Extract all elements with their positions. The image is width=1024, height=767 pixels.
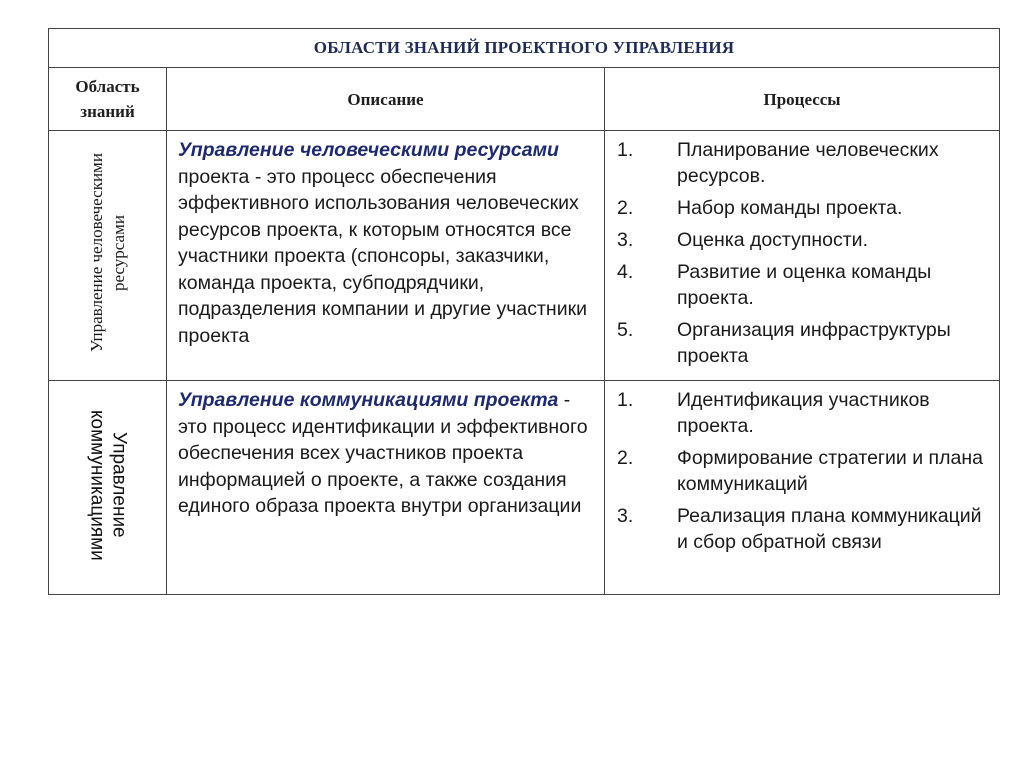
description-text: - это процесс идентификации и эффективного обеспечения всех участников проекта информацией о проекте, а также создания единого образа проекта внутри организации (178, 389, 588, 517)
list-text: Идентификация участников проекта. (677, 389, 930, 437)
header-description: Описание (167, 68, 605, 131)
processes-cell (605, 381, 1000, 595)
list-number: 3. (617, 229, 634, 251)
list-text: Планирование человеческих ресурсов. (677, 139, 939, 187)
list-item (617, 387, 991, 439)
list-number: 1. (617, 139, 634, 161)
header-area: Область знаний (49, 68, 167, 131)
description-cell (167, 381, 605, 595)
list-number: 2. (617, 447, 634, 469)
table-row (49, 131, 1000, 381)
list-text: Формирование стратегии и плана коммуникаций (677, 447, 983, 495)
header-processes: Процессы (605, 68, 1000, 131)
description-term: Управление человеческими ресурсами (178, 139, 559, 161)
title-row (49, 29, 1000, 68)
list-number: 4. (617, 261, 634, 283)
list-item (617, 137, 991, 189)
area-label-hr: Управление человеческими ресурсами (86, 153, 128, 353)
list-number: 3. (617, 505, 634, 527)
list-text: Организация инфраструктуры проекта (677, 319, 951, 367)
list-item (617, 227, 991, 253)
list-item (617, 195, 991, 221)
list-item (617, 317, 991, 369)
list-number: 5. (617, 319, 634, 341)
description-text: проекта - это процесс обеспечения эффективного использования человеческих ресурсов проекта, к которым относятся все участники проекта (спонсоры, заказчики, команда проекта, субподрядчики, подразделения компании и другие участники проекта (178, 165, 588, 347)
area-cell (49, 131, 167, 381)
description-term: Управление коммуникациями проекта (178, 389, 559, 411)
table-title: ОБЛАСТИ ЗНАНИЙ ПРОЕКТНОГО УПРАВЛЕНИЯ (49, 29, 1000, 68)
header-row (49, 68, 1000, 131)
area-cell (49, 381, 167, 595)
list-text: Набор команды проекта. (677, 197, 903, 219)
processes-cell (605, 131, 1000, 381)
list-text: Оценка доступности. (677, 229, 868, 251)
knowledge-areas-table (48, 28, 1000, 595)
list-item (617, 503, 991, 555)
area-label-comm: Управление коммуникациями (86, 409, 130, 561)
list-number: 2. (617, 197, 634, 219)
list-item (617, 445, 991, 497)
description-cell (167, 131, 605, 381)
table-row (49, 381, 1000, 595)
list-text: Развитие и оценка команды проекта. (677, 261, 932, 309)
list-text: Реализация плана коммуникаций и сбор обратной связи (677, 505, 982, 553)
list-number: 1. (617, 389, 634, 411)
list-item (617, 259, 991, 311)
